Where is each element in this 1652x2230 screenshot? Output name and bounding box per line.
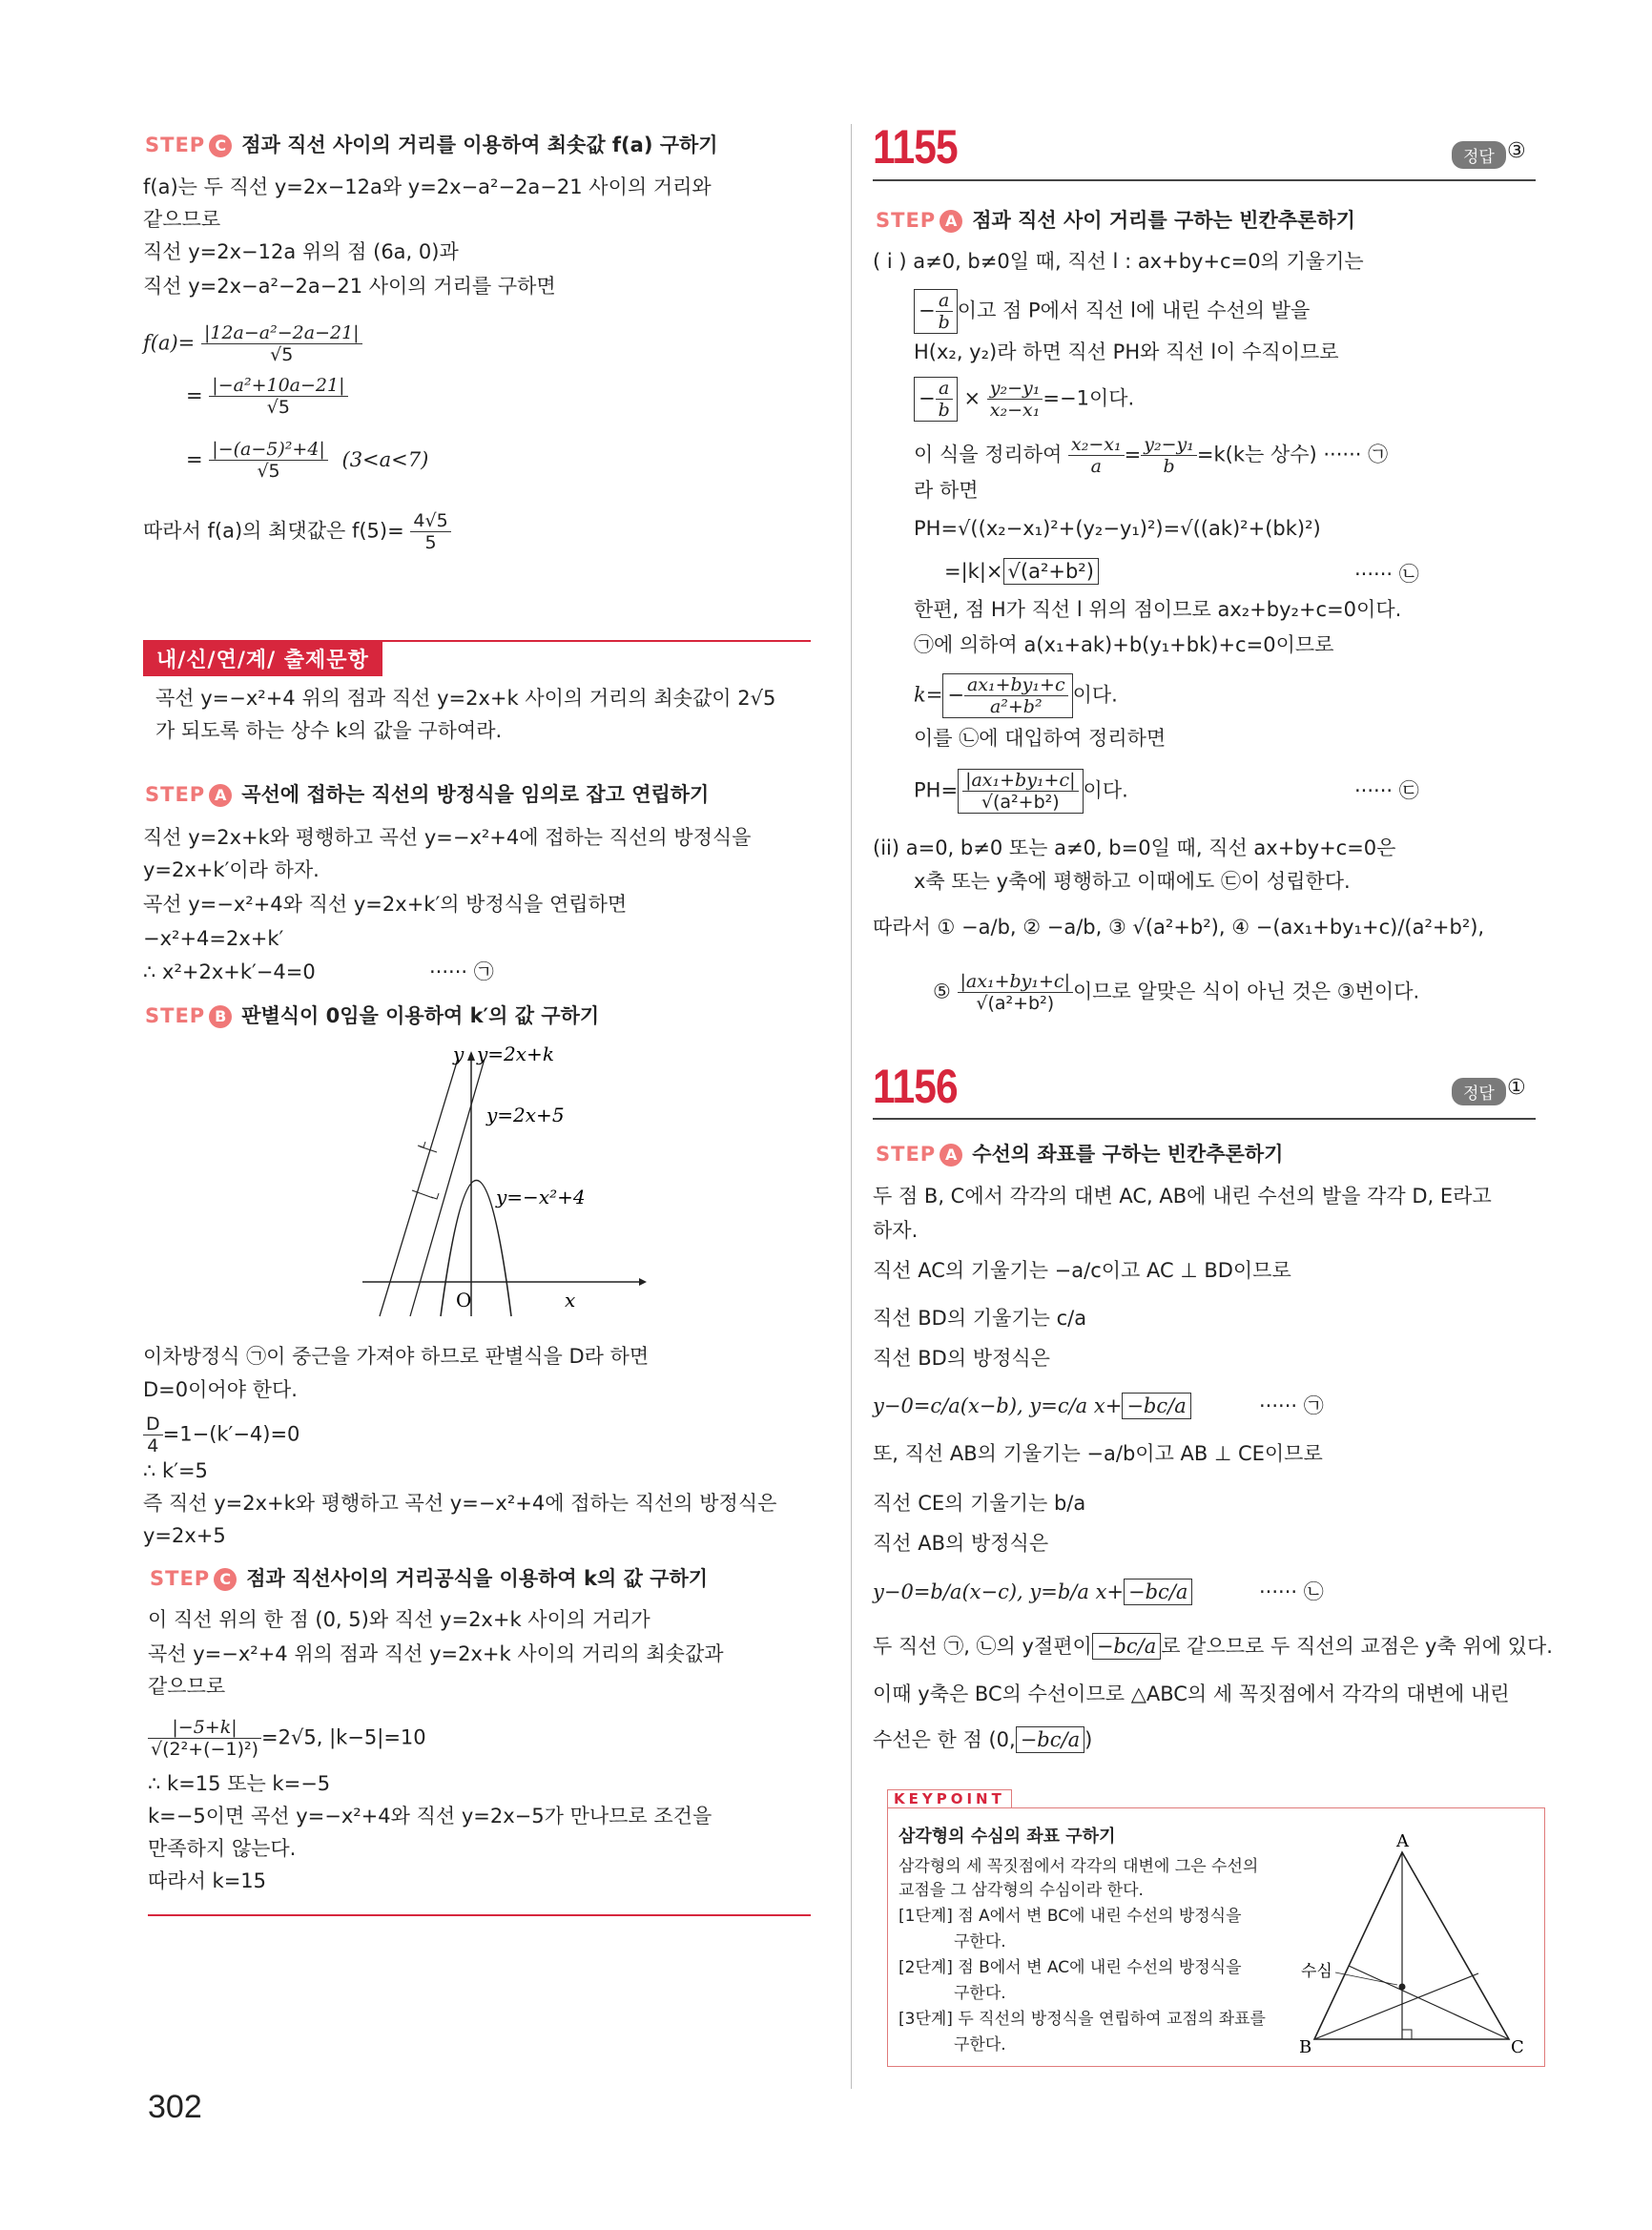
formula-line: =|k|× √(a²+b²) (944, 558, 1099, 585)
graph-curve-label: y=−x²+4 (496, 1186, 586, 1208)
keypoint-text: 교점을 그 삼각형의 수심이라 한다. (898, 1881, 1144, 1900)
text-line: 하자. (873, 1219, 919, 1242)
text-line: H(x₂, y₂)라 하면 직선 PH와 직선 l이 수직이므로 (914, 341, 1339, 363)
step-a-heading: STEP A 곡선에 접하는 직선의 방정식을 임의로 잡고 연립하기 (145, 783, 710, 806)
formula-line: $\frac{D}{4}$ =1−(k′−4)=0 (143, 1414, 299, 1456)
equation-mark: ······ ㉠ (1259, 1394, 1324, 1417)
problem-rule (873, 179, 1536, 181)
answer-blank-box: $\frac{\text{|ax₁+by₁+c|}}{\text{√(a²+b²)}}$ (958, 769, 1083, 814)
text-line: 이차방정식 ㉠이 중근을 가져야 하므로 판별식을 D라 하면 (143, 1345, 650, 1368)
step-b-heading: STEP B 판별식이 0임을 이용하여 k′의 값 구하기 (145, 1004, 600, 1027)
text-line: 한편, 점 H가 직선 l 위의 점이므로 ax₂+by₂+c=0이다. (914, 598, 1402, 621)
text-line: 같으므로 (148, 1675, 226, 1698)
text-line: 이를 ㉡에 대입하여 정리하면 (914, 727, 1167, 750)
keypoint-title: 삼각형의 수심의 좌표 구하기 (898, 1827, 1116, 1847)
keypoint-text: 구한다. (954, 1984, 1006, 2003)
answer-blank-box: − $\frac{\text{ax₁+by₁+c}}{\text{a²+b²}}$ (942, 673, 1072, 718)
text-line: 따라서 ① −a/b, ② −a/b, ③ √(a²+b²), ④ −(ax₁+by₁+c)/(a²+b²), (873, 916, 1485, 939)
fraction: $\frac{\text{|−a²+10a−21|}}{√5}$ (209, 375, 347, 418)
answer-blank-box: −bc/a (1122, 1393, 1190, 1419)
answer-blank-box: − $\frac{a}{b}$ (914, 377, 958, 422)
graph-y-label: y (453, 1043, 465, 1065)
orthocenter-label: 수심 (1301, 1962, 1332, 1981)
text-line: x축 또는 y축에 평행하고 이때에도 ㉢이 성립한다. (914, 870, 1351, 893)
answer-value: ① (1507, 1076, 1526, 1100)
keypoint-text: [2단계] 점 B에서 변 AC에 내린 수선의 방정식을 (898, 1958, 1242, 1977)
fraction: $\frac{\text{|−(a−5)²+4|}}{√5}$ (209, 439, 328, 482)
text-line: 곡선 y=−x²+4와 직선 y=2x+k′의 방정식을 연립하면 (143, 893, 628, 916)
formula-line: ⑤ $\frac{\text{|ax₁+by₁+c|}}{\text{√(a²+b²)}}$ 이므로 알맞은 식이 아닌 것은 ③번이다. (933, 971, 1420, 1014)
fraction: $\frac{\text{|ax₁+by₁+c|}}{\text{√(a²+b²)}}$ (958, 971, 1073, 1014)
text-line: y=2x+k′이라 하자. (143, 858, 320, 881)
text-line: (ii) a=0, b≠0 또는 a≠0, b=0일 때, 직선 ax+by+c=0은 (873, 836, 1396, 859)
equation-mark: ······ ㉡ (1354, 563, 1419, 586)
text-line: k=−5이면 곡선 y=−x²+4와 직선 y=2x−5가 만나므로 조건을 (148, 1805, 712, 1827)
formula-line: $\frac{|-5+k|}{\text{√(2²+(−1)²)}}$ =2√5, |k−5|=10 (148, 1717, 426, 1760)
text-line: 직선 CE의 기울기는 b/a (873, 1492, 1086, 1515)
text-line: ㉠에 의하여 a(x₁+ak)+b(y₁+bk)+c=0이므로 (914, 633, 1334, 656)
formula-line: − $\frac{a}{b}$ 이고 점 P에서 직선 l에 내린 수선의 발을 (914, 289, 1310, 334)
text-line: 직선 AB의 방정식은 (873, 1532, 1049, 1555)
formula-line: 이 식을 정리하여 $\frac{\text{x₂−x₁}}{a}$ = $\frac{\text{y₂−y₁}}{b}$ =k(k는 상수) ······ ㉠ (914, 434, 1389, 477)
formula-line: 두 직선 ㉠, ㉡의 y절편이 −bc/a 로 같으므로 두 직선의 교점은 y축 위에 있다. (873, 1635, 1553, 1658)
step-c2-heading: STEP C 점과 직선사이의 거리공식을 이용하여 k의 값 구하기 (150, 1567, 709, 1590)
fraction: $\frac{|-5+k|}{\text{√(2²+(−1)²)}}$ (148, 1717, 261, 1760)
keypoint-tag: KEYPOINT (887, 1789, 1012, 1808)
text-line: ∴ k′=5 (143, 1459, 208, 1482)
page-number: 302 (148, 2089, 202, 2125)
text-line: ∴ x²+2x+k′−4=0 (143, 960, 316, 983)
formula-line: 따라서 f(a)의 최댓값은 f(5)= $\frac{4√5}{5}$ (143, 510, 451, 553)
text-line: 직선 BD의 방정식은 (873, 1347, 1050, 1370)
text-line: ( i ) a≠0, b≠0일 때, 직선 l : ax+by+c=0의 기울기는 (873, 250, 1364, 273)
parabola-tangent-graph (353, 1040, 658, 1326)
related-problem-tag: 내/신/연/계/ 출제문항 (143, 641, 382, 676)
text-line: 따라서 k=15 (148, 1869, 267, 1892)
text-line: 또, 직선 AB의 기울기는 −a/b이고 AB ⊥ CE이므로 (873, 1442, 1323, 1465)
graph-origin-label: O (456, 1289, 472, 1311)
answer-badge: 정답 (1452, 141, 1506, 169)
formula-line: = $\frac{\text{|−a²+10a−21|}}{√5}$ (186, 375, 348, 418)
problem-number-1156: 1156 (873, 1060, 958, 1113)
text-line: f(a)는 두 직선 y=2x−12a와 y=2x−a²−2a−21 사이의 거리와 (143, 176, 712, 198)
fraction: $\frac{4√5}{5}$ (410, 510, 450, 553)
formula-line: − $\frac{a}{b}$ × $\frac{\text{y₂−y₁}}{\text{x₂−x₁}}$ =−1이다. (914, 377, 1134, 422)
fraction: $\frac{\text{y₂−y₁}}{\text{x₂−x₁}}$ (987, 378, 1043, 421)
answer-blank-box: −bc/a (1124, 1579, 1192, 1605)
text-line: D=0이어야 한다. (143, 1378, 298, 1401)
step-c-heading: STEP C 점과 직선 사이의 거리를 이용하여 최솟값 f(a) 구하기 (145, 134, 718, 156)
orthocenter-triangle-figure (1297, 1831, 1536, 2060)
text-line: 두 점 B, C에서 각각의 대변 AC, AB에 내린 수선의 발을 각각 D, E라고 (873, 1185, 1492, 1208)
graph-x-label: x (565, 1289, 576, 1311)
step-a-heading-1156: STEP A 수선의 좌표를 구하는 빈칸추론하기 (876, 1143, 1284, 1166)
graph-line2-label: y=2x+5 (486, 1104, 565, 1126)
keypoint-text: 삼각형의 세 꼭짓점에서 각각의 대변에 그은 수선의 (898, 1857, 1259, 1876)
keypoint-text: 구한다. (954, 2035, 1006, 2054)
answer-blank-box: − $\frac{a}{b}$ (914, 289, 958, 334)
equation-mark: ······ ㉠ (429, 960, 494, 983)
step-a-heading-1155: STEP A 점과 직선 사이 거리를 구하는 빈칸추론하기 (876, 209, 1355, 232)
text-line: ∴ k=15 또는 k=−5 (148, 1772, 331, 1795)
text-line: 직선 y=2x−a²−2a−21 사이의 거리를 구하면 (143, 275, 556, 298)
formula-line: = $\frac{\text{|−(a−5)²+4|}}{√5}$ (3<a<7) (186, 439, 429, 482)
text-line: −x²+4=2x+k′ (143, 927, 284, 950)
answer-blank-box: −bc/a (1016, 1726, 1084, 1753)
problem-number-1155: 1155 (873, 120, 958, 174)
column-divider (851, 124, 852, 2089)
text-line: 직선 AC의 기울기는 −a/c이고 AC ⊥ BD이므로 (873, 1259, 1291, 1282)
text-line: 이 직선 위의 한 점 (0, 5)와 직선 y=2x+k 사이의 거리가 (148, 1608, 650, 1631)
text-line: 즉 직선 y=2x+k와 평행하고 곡선 y=−x²+4에 접하는 직선의 방정식은 (143, 1492, 777, 1515)
text-line: 만족하지 않는다. (148, 1837, 297, 1860)
formula-line: y−0=c/a(x−b), y=c/a x+ −bc/a (873, 1393, 1191, 1419)
problem-rule (873, 1118, 1536, 1120)
graph-line1-label: y=2x+k (477, 1043, 554, 1065)
keypoint-text: 구한다. (954, 1932, 1006, 1951)
vertex-a-label: A (1396, 1831, 1409, 1851)
answer-blank-box: √(a²+b²) (1003, 558, 1099, 585)
formula-line: PH= $\frac{\text{|ax₁+by₁+c|}}{\text{√(a²+b²)}}$ 이다. (914, 770, 1128, 813)
keypoint-text: [1단계] 점 A에서 변 BC에 내린 수선의 방정식을 (898, 1907, 1242, 1926)
formula-line: 수선은 한 점 (0, −bc/a ) (873, 1728, 1093, 1751)
text-line: 라 하면 (914, 479, 979, 502)
question-line: 가 되도록 하는 상수 k의 값을 구하여라. (155, 719, 503, 742)
fraction: $\frac{\text{|12a−a²−2a−21|}}{√5}$ (201, 322, 362, 365)
text-line: y=2x+5 (143, 1524, 226, 1547)
equation-mark: ······ ㉢ (1354, 779, 1419, 802)
text-line: 직선 y=2x+k와 평행하고 곡선 y=−x²+4에 접하는 직선의 방정식을 (143, 826, 752, 849)
formula-line: PH=√((x₂−x₁)²+(y₂−y₁)²)=√((ak)²+(bk)²) (914, 517, 1321, 540)
text-line: 곡선 y=−x²+4 위의 점과 직선 y=2x+k 사이의 거리의 최솟값과 (148, 1642, 724, 1665)
answer-blank-box: −bc/a (1092, 1633, 1161, 1660)
text-line: 직선 BD의 기울기는 c/a (873, 1307, 1087, 1330)
question-line: 곡선 y=−x²+4 위의 점과 직선 y=2x+k 사이의 거리의 최솟값이 2√5 (155, 687, 776, 710)
fraction: $\frac{D}{4}$ (143, 1414, 163, 1456)
formula-line: f(a)= $\frac{\text{|12a−a²−2a−21|}}{√5}$ (143, 322, 362, 365)
formula-line: y−0=b/a(x−c), y=b/a x+ −bc/a (873, 1579, 1192, 1605)
text-line: 같으므로 (143, 208, 221, 231)
answer-badge: 정답 (1452, 1078, 1506, 1105)
formula-line: k= − $\frac{\text{ax₁+by₁+c}}{\text{a²+b²}}$ 이다. (914, 674, 1118, 717)
vertex-c-label: C (1511, 2037, 1524, 2057)
text-line: 이때 y축은 BC의 수선이므로 △ABC의 세 꼭짓점에서 각각의 대변에 내린 (873, 1683, 1510, 1705)
equation-mark: ······ ㉡ (1259, 1580, 1324, 1603)
answer-value: ③ (1507, 139, 1526, 163)
section-end-rule (148, 1914, 811, 1916)
vertex-b-label: B (1299, 2037, 1312, 2057)
text-line: 직선 y=2x−12a 위의 점 (6a, 0)과 (143, 240, 459, 263)
keypoint-text: [3단계] 두 직선의 방정식을 연립하여 교점의 좌표를 (898, 2010, 1266, 2029)
